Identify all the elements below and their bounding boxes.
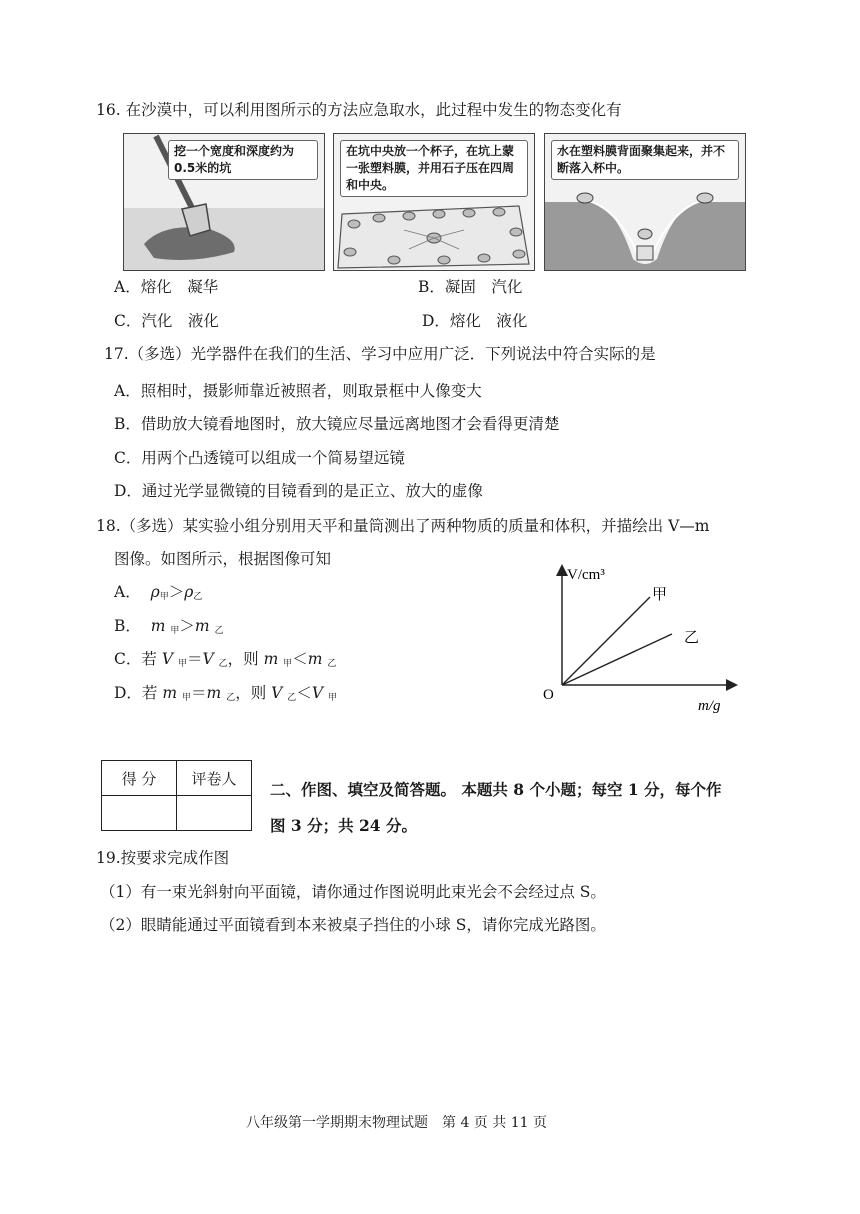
q17-stem: 17.（多选）光学器件在我们的生活、学习中应用广泛．下列说法中符合实际的是 bbox=[104, 345, 656, 363]
q18-option-b: B． m $_甲$＞m $_乙$ bbox=[114, 617, 224, 636]
q16-panel-3 bbox=[544, 133, 746, 271]
q16-option-d: D．熔化 液化 bbox=[422, 312, 528, 330]
q18-stem-line-1: 18.（多选）某实验小组分别用天平和量筒测出了两种物质的质量和体积，并描绘出 V—m bbox=[96, 517, 710, 535]
q18-option-a: A． $\rho_甲>\rho_乙$ bbox=[114, 583, 203, 602]
q16-stem: 16. 在沙漠中，可以利用图所示的方法应急取水，此过程中发生的物态变化有 bbox=[96, 101, 622, 119]
q19-title: 19.按要求完成作图 bbox=[96, 849, 230, 867]
q19-part-2: （2）眼睛能通过平面镜看到本来被桌子挡住的小球 S，请你完成光路图。 bbox=[100, 916, 606, 934]
q17-option-a: A．照相时，摄影师靠近被照者，则取景框中人像变大 bbox=[114, 382, 482, 400]
page-footer: 八年级第一学期期末物理试题 第 4 页 共 11 页 bbox=[246, 1115, 547, 1131]
v-m-graph bbox=[540, 560, 740, 720]
q18-option-c: C．若 V $_甲$＝V $_乙$，则 m $_甲$＜m $_乙$ bbox=[114, 650, 337, 669]
y-axis-label: V/cm³ bbox=[567, 567, 605, 583]
grader-header: 评卷人 bbox=[177, 761, 252, 796]
q18-stem-line-2: 图像。如图所示，根据图像可知 bbox=[114, 550, 332, 568]
score-table bbox=[101, 760, 252, 831]
line-jia-label: 甲 bbox=[652, 585, 668, 603]
q16-panel-2-caption: 在坑中央放一个杯子，在坑上蒙一张塑料膜，并用石子压在四周和中央。 bbox=[340, 140, 528, 197]
origin-label: O bbox=[543, 687, 554, 703]
grader-cell bbox=[177, 796, 252, 831]
q19-part-1: （1）有一束光斜射向平面镜，请你通过作图说明此束光会不会经过点 S。 bbox=[100, 883, 606, 901]
line-yi bbox=[562, 634, 672, 685]
score-header: 得 分 bbox=[102, 761, 177, 796]
section-2-line-2: 图 3 分；共 24 分。 bbox=[270, 816, 417, 835]
x-axis-label: m/g bbox=[698, 698, 721, 714]
q16-option-a: A．熔化 凝华 bbox=[114, 278, 219, 296]
q16-panel-1 bbox=[123, 133, 325, 271]
q18-option-d: D．若 m $_甲$＝m $_乙$，则 V $_乙$＜V $_甲$ bbox=[114, 684, 337, 703]
q16-option-b: B．凝固 汽化 bbox=[418, 278, 523, 296]
q16-panel-3-caption: 水在塑料膜背面聚集起来，并不断落入杯中。 bbox=[551, 140, 739, 180]
section-2-line-1: 二、作图、填空及简答题。 本题共 8 个小题；每空 1 分，每个作 bbox=[270, 780, 722, 799]
q17-option-b: B．借助放大镜看地图时，放大镜应尽量远离地图才会看得更清楚 bbox=[114, 415, 560, 433]
q16-option-c: C．汽化 液化 bbox=[114, 312, 219, 330]
score-cell bbox=[102, 796, 177, 831]
line-jia bbox=[562, 597, 650, 685]
line-yi-label: 乙 bbox=[684, 628, 700, 646]
q17-option-c: C．用两个凸透镜可以组成一个简易望远镜 bbox=[114, 449, 405, 467]
q16-panel-2 bbox=[333, 133, 535, 271]
q16-panel-1-caption: 挖一个宽度和深度约为0.5米的坑 bbox=[168, 140, 318, 180]
q17-option-d: D．通过光学显微镜的目镜看到的是正立、放大的虚像 bbox=[114, 482, 483, 500]
